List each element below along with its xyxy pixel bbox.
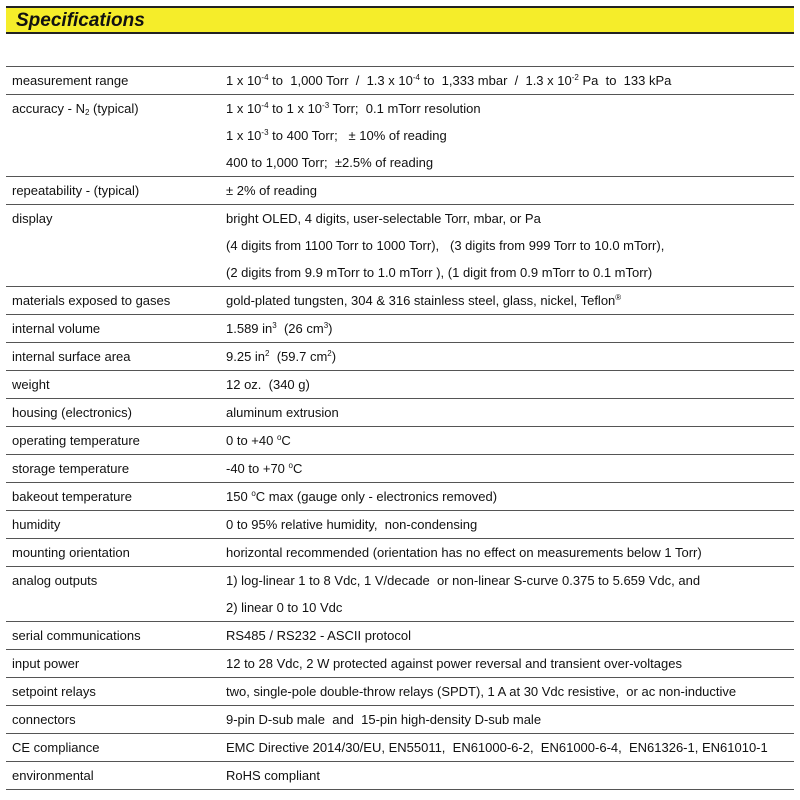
spec-value — [220, 706, 794, 734]
spec-value — [220, 734, 794, 762]
spec-value — [220, 455, 794, 483]
spec-value-line: -40 to +70 $^o$C — [226, 461, 303, 476]
spec-row — [6, 343, 794, 371]
spec-value — [220, 205, 794, 287]
spec-value — [220, 315, 794, 343]
spec-value-line: 150 $^o$C max (gauge only - electronics removed) — [226, 489, 498, 504]
spec-value-line: (2 digits from 9.9 mTorr to 1.0 mTorr ), (1 digit from 0.9 mTorr to 0.1 mTorr) — [226, 265, 653, 280]
spec-value — [220, 483, 794, 511]
spec-value-line: aluminum extrusion — [226, 405, 339, 420]
specifications-header — [6, 6, 794, 34]
spec-label: analog outputs — [12, 573, 98, 588]
spec-row — [6, 287, 794, 315]
spec-row — [6, 622, 794, 650]
spec-value-line: 1 x $10^{-4}$ to 1 x $10^{-3}$ Torr; 0.1 mTorr resolution — [226, 101, 481, 116]
spec-value — [220, 650, 794, 678]
spec-value — [220, 678, 794, 706]
spec-value — [220, 343, 794, 371]
spec-value-line: 12 oz. (340 g) — [226, 377, 310, 392]
spec-row — [6, 511, 794, 539]
spec-value-line: 9-pin D-sub male and 15-pin high-density D-sub male — [226, 712, 542, 727]
spec-row — [6, 67, 794, 95]
spec-label: operating temperature — [12, 433, 140, 448]
spec-value-line: 400 to 1,000 Torr; ±2.5% of reading — [226, 155, 434, 170]
spec-value-line: EMC Directive 2014/30/EU, EN55011, EN61000-6-2, EN61000-6-4, EN61326-1, EN61010-1 — [226, 740, 768, 755]
spec-value — [220, 622, 794, 650]
spec-value-line: RS485 / RS232 - ASCII protocol — [226, 628, 411, 643]
spec-value-line: 1) log-linear 1 to 8 Vdc, 1 V/decade or non-linear S-curve 0.375 to 5.659 Vdc, and — [226, 573, 701, 588]
spec-label: internal volume — [12, 321, 101, 336]
spec-row — [6, 734, 794, 762]
spec-value — [220, 511, 794, 539]
spec-row — [6, 567, 794, 622]
spec-label: repeatability - (typical) — [12, 183, 140, 198]
spec-value-line: RoHS compliant — [226, 768, 320, 783]
spec-value — [220, 371, 794, 399]
spec-value-line: (4 digits from 1100 Torr to 1000 Torr), (3 digits from 999 Torr to 10.0 mTorr), — [226, 238, 665, 253]
spec-label: humidity — [12, 517, 61, 532]
spec-row — [6, 539, 794, 567]
specifications-table-body — [6, 67, 794, 790]
spec-label: display — [12, 211, 53, 226]
spec-label: housing (electronics) — [12, 405, 132, 420]
spec-value-line: 1 x $10^{-4}$ to 1,000 Torr / 1.3 x $10^{-4}$ to 1,333 mbar / 1.3 x $10^{-2}$ Pa to 133 kPa — [226, 73, 672, 88]
spec-row — [6, 650, 794, 678]
page-title: Specifications — [16, 10, 145, 31]
spec-value-line: 12 to 28 Vdc, 2 W protected against power reversal and transient over-voltages — [226, 656, 682, 671]
spec-value-line: ± 2% of reading — [226, 183, 317, 198]
spec-row — [6, 371, 794, 399]
spec-row — [6, 95, 794, 177]
spec-value-line: 0 to +40 $^o$C — [226, 433, 291, 448]
spec-value-line: bright OLED, 4 digits, user-selectable Torr, mbar, or Pa — [226, 211, 541, 226]
spec-label: serial communications — [12, 628, 141, 643]
spec-value-line: two, single-pole double-throw relays (SPDT), 1 A at 30 Vdc resistive, or ac non-inductive — [226, 684, 737, 699]
spec-label: materials exposed to gases — [12, 293, 171, 308]
spec-value — [220, 399, 794, 427]
spec-value-line: 9.25 $in^2$ (59.7 $cm^2$) — [226, 349, 337, 364]
spec-row — [6, 315, 794, 343]
spec-value-line: horizontal recommended (orientation has no effect on measurements below 1 Torr) — [226, 545, 702, 560]
spec-row — [6, 455, 794, 483]
spec-value — [220, 539, 794, 567]
spec-label: environmental — [12, 768, 94, 783]
spec-value — [220, 95, 794, 177]
spec-row — [6, 678, 794, 706]
spec-value-line: 0 to 95% relative humidity, non-condensing — [226, 517, 478, 532]
spec-row — [6, 177, 794, 205]
spec-label: setpoint relays — [12, 684, 96, 699]
spec-label: connectors — [12, 712, 76, 727]
spec-label: mounting orientation — [12, 545, 130, 560]
spec-row — [6, 762, 794, 790]
spec-row — [6, 427, 794, 455]
specifications-table — [6, 66, 794, 790]
spec-value-line: gold-plated tungsten, 304 & 316 stainless steel, glass, nickel, Teflon® — [226, 293, 622, 308]
spec-label: storage temperature — [12, 461, 130, 476]
spec-value — [220, 177, 794, 205]
spec-row — [6, 706, 794, 734]
spec-label: CE compliance — [12, 740, 100, 755]
spec-value — [220, 567, 794, 622]
spec-value — [220, 67, 794, 95]
spec-label: accuracy - $N_2$ (typical) — [12, 101, 139, 117]
spec-row — [6, 399, 794, 427]
spec-row — [6, 205, 794, 287]
spec-label: measurement range — [12, 73, 129, 88]
spec-label: bakeout temperature — [12, 489, 132, 504]
spec-value-line: 2) linear 0 to 10 Vdc — [226, 600, 343, 615]
spec-label: internal surface area — [12, 349, 131, 364]
spec-value-line: 1 x $10^{-3}$ to 400 Torr; ± 10% of reading — [226, 128, 447, 143]
spec-value — [220, 427, 794, 455]
spec-label: weight — [12, 377, 50, 392]
spec-row — [6, 483, 794, 511]
spec-value-line: 1.589 $in^3$ (26 $cm^3$) — [226, 321, 333, 336]
spec-value — [220, 762, 794, 790]
spec-label: input power — [12, 656, 80, 671]
spec-value — [220, 287, 794, 315]
